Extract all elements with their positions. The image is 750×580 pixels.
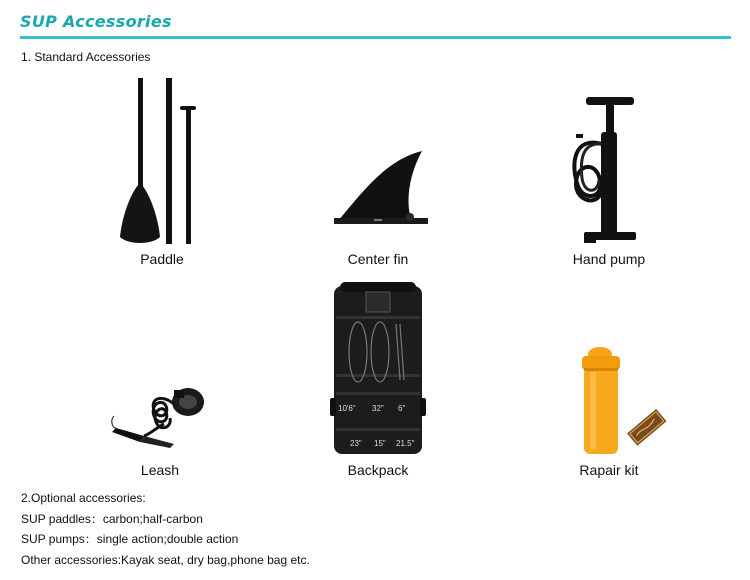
backpack-dim-e-text: 15" — [374, 439, 386, 448]
center-fin-caption: Center fin — [347, 251, 409, 267]
optional-heading: 2.Optional accessories: — [21, 491, 146, 505]
backpack-dim-d-text: 23" — [350, 439, 362, 448]
center-fin-image — [330, 145, 430, 227]
leash-image — [104, 380, 214, 455]
backpack-width-text: 32" — [372, 404, 384, 413]
backpack-caption: Backpack — [347, 462, 409, 478]
backpack-icon — [330, 280, 426, 456]
repair-kit-image — [578, 344, 670, 456]
header-title: SUP Accessories — [20, 12, 172, 31]
paddle-image — [110, 75, 210, 247]
paddle-caption: Paddle — [140, 251, 184, 267]
backpack-thickness-text: 6" — [398, 404, 406, 413]
hand-pump-image — [568, 94, 640, 246]
fin-icon — [330, 145, 430, 227]
header-divider — [20, 36, 731, 39]
leash-icon — [104, 380, 214, 455]
hand-pump-icon — [568, 94, 640, 246]
optional-accessories — [21, 488, 310, 570]
paddle-icon — [110, 75, 210, 247]
backpack-image — [330, 280, 426, 456]
backpack-dim-f-text: 21.5" — [396, 439, 415, 448]
standard-accessories-heading: 1. Standard Accessories — [21, 50, 151, 64]
optional-line-paddles: SUP paddles：carbon;half-carbon — [21, 511, 203, 526]
backpack-length-text: 10'6" — [338, 404, 356, 413]
optional-line-pumps: SUP pumps：single action;double action — [21, 532, 239, 546]
repair-kit-icon — [578, 344, 670, 456]
hand-pump-caption: Hand pump — [572, 251, 646, 267]
optional-line-other: Other accessories:Kayak seat, dry bag,phone bag etc. — [21, 552, 310, 567]
leash-caption: Leash — [140, 462, 180, 478]
repair-kit-caption: Rapair kit — [579, 462, 639, 478]
